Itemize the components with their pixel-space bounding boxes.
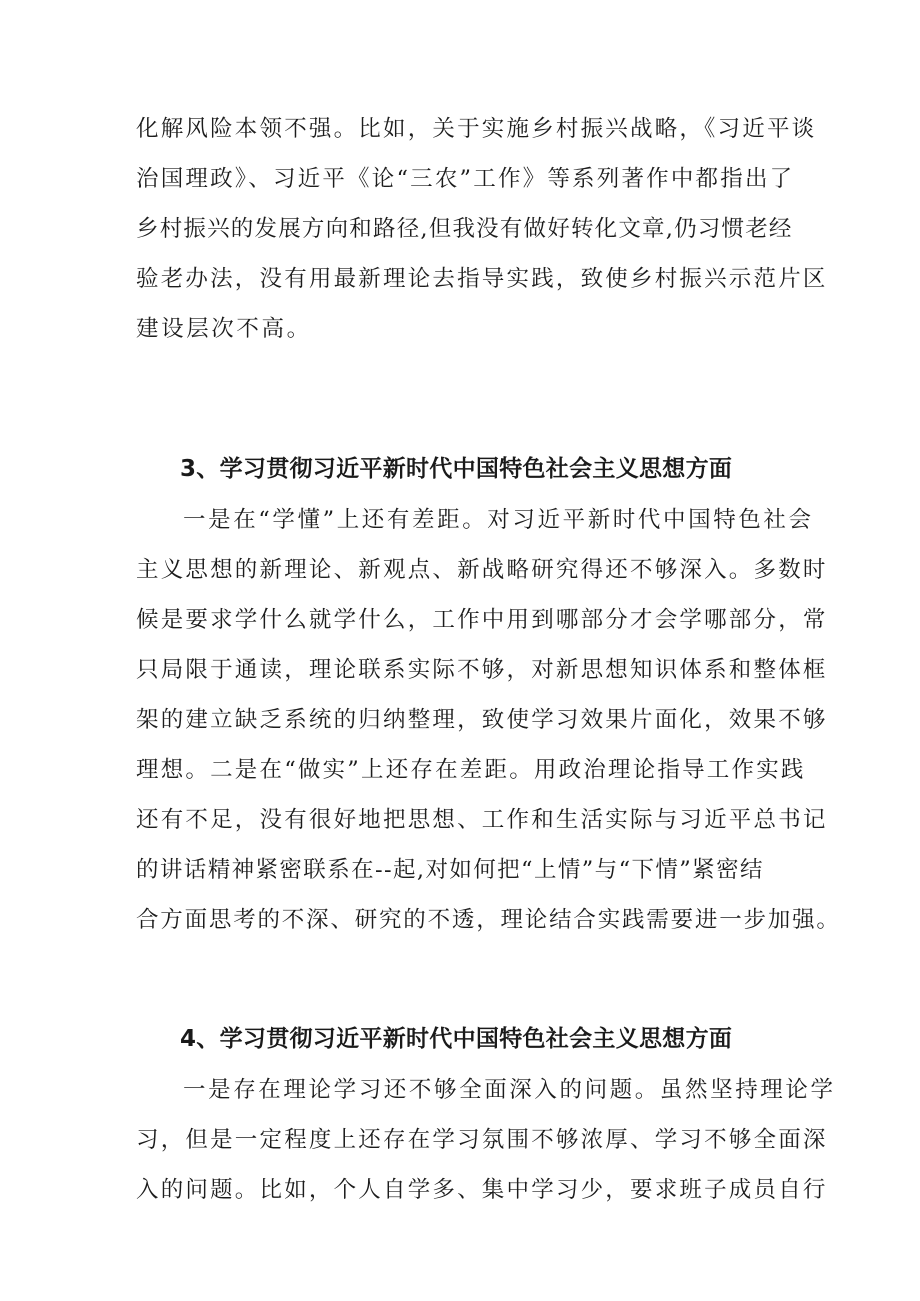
- paragraph-line: 乡村振兴的发展方向和路径,但我没有做好转化文章,仍习惯老经: [136, 216, 793, 242]
- paragraph-line: 主义思想的新理论、新观点、新战略研究得还不够深入。多数时: [136, 557, 828, 583]
- paragraph-line: 入的问题。比如，个人自学多、集中学习少，要求班子成员自行: [136, 1177, 828, 1203]
- paragraph-line: 治国理政》、习近平《论“三农”工作》等系列著作中都指出了: [136, 166, 795, 192]
- paragraph-line: 验老办法，没有用最新理论去指导实践，致使乡村振兴示范片区: [136, 266, 828, 292]
- paragraph-line: 习，但是一定程度上还存在学习氛围不够浓厚、学习不够全面深: [136, 1127, 828, 1153]
- paragraph-line: 架的建立缺乏系统的归纳整理，致使学习效果片面化，效果不够: [136, 707, 828, 733]
- paragraph-line: 只局限于通读，理论联系实际不够，对新思想知识体系和整体框: [136, 657, 828, 683]
- section-heading-4: 4、学习贯彻习近平新时代中国特色社会主义思想方面: [180, 1026, 733, 1052]
- paragraph-line: 化解风险本领不强。比如，关于实施乡村振兴战略，《习近平谈: [136, 116, 817, 142]
- paragraph-line: 还有不足，没有很好地把思想、工作和生活实际与习近平总书记: [136, 807, 828, 833]
- paragraph-line: 的讲话精神紧密联系在--起,对如何把“上情”与“下情”紧密结: [136, 857, 764, 883]
- paragraph-line: 候是要求学什么就学什么，工作中用到哪部分才会学哪部分，常: [136, 607, 828, 633]
- paragraph-line: 建设层次不高。: [136, 316, 312, 342]
- paragraph-line: 合方面思考的不深、研究的不透，理论结合实践需要进一步加强。: [136, 907, 841, 933]
- paragraph-line: 一是在“学懂”上还有差距。对习近平新时代中国特色社会: [183, 507, 814, 533]
- paragraph-line: 一是存在理论学习还不够全面深入的问题。虽然坚持理论学: [183, 1077, 836, 1103]
- paragraph-line: 理想。二是在“做实”上还存在差距。用政治理论指导工作实践: [136, 757, 806, 783]
- section-heading-3: 3、学习贯彻习近平新时代中国特色社会主义思想方面: [180, 456, 733, 482]
